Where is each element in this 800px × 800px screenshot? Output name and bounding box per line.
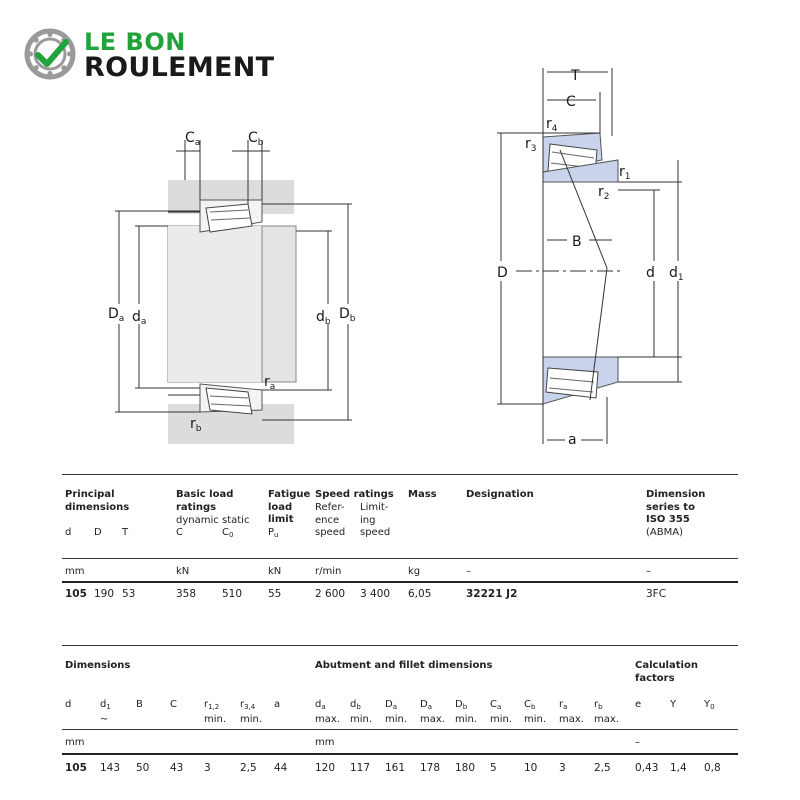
dim-Cb: $C_b$	[248, 130, 264, 148]
dim-ra: $r_a$	[264, 374, 276, 392]
dim-B: B	[572, 234, 582, 250]
r2-e: 0,43	[635, 762, 659, 774]
dim-a: a	[568, 432, 577, 448]
row-designation: 32221 J2	[466, 588, 518, 600]
dim-d1: $d_1$	[669, 265, 684, 283]
c2-Da: $D_a$ min.	[385, 699, 408, 725]
r2-d1: 143	[100, 762, 121, 774]
r2-Y0: 0,8	[704, 762, 721, 774]
unit-kg: kg	[408, 566, 421, 577]
c2-Ca: $C_a$ min.	[490, 699, 513, 725]
row-Pu: 55	[268, 588, 282, 600]
h-C0: $C_0$	[222, 527, 234, 539]
unit2-dash: –	[635, 737, 640, 748]
r2-db: 117	[350, 762, 371, 774]
logo-line1: LE BON	[84, 28, 186, 56]
c2-db: $d_b$ min.	[350, 699, 373, 725]
table1-data-rule	[62, 581, 738, 583]
h-dynamic: dynamic	[176, 515, 219, 526]
c2-r12: $r_{1,2}$ min.	[204, 699, 227, 725]
dim-r3: $r_3$	[525, 136, 537, 154]
h-dimensions: Dimensions	[65, 660, 131, 671]
c2-rb: $r_b$ max.	[594, 699, 619, 725]
c2-Y0: $Y_0$	[704, 699, 715, 711]
h-abma: (ABMA)	[646, 527, 683, 538]
r2-Da2: 178	[420, 762, 441, 774]
h-T: T	[122, 527, 129, 538]
h-basic: Basic load ratings	[176, 489, 234, 513]
r2-Y: 1,4	[670, 762, 687, 774]
h-calc: Calculation factors	[635, 660, 698, 684]
table2-top-rule	[62, 645, 738, 646]
c2-C: C	[170, 699, 177, 710]
dim-da: $d_a$	[132, 309, 147, 327]
c2-B: B	[136, 699, 143, 710]
dim-T: T	[571, 68, 580, 84]
r2-rb: 2,5	[594, 762, 611, 774]
r2-Db: 180	[455, 762, 476, 774]
row-C: 358	[176, 588, 197, 600]
table2-unit-rule	[62, 729, 738, 730]
row-series: 3FC	[646, 588, 667, 600]
r2-ra: 3	[559, 762, 566, 774]
unit2-mm2: mm	[315, 737, 335, 748]
r2-r34: 2,5	[240, 762, 257, 774]
logo-line2: ROULEMENT	[84, 52, 275, 83]
r2-Da: 161	[385, 762, 406, 774]
unit-rmin: r/min	[315, 566, 342, 577]
h-designation: Designation	[466, 489, 534, 500]
h-ref: Refer- ence speed	[315, 502, 346, 538]
dim-D: D	[497, 265, 508, 281]
row-C0: 510	[222, 588, 243, 600]
dim-r2: $r_2$	[598, 184, 610, 202]
dim-Da: $D_a$	[108, 306, 125, 324]
c2-e: e	[635, 699, 642, 710]
c2-Da2: $D_a$ max.	[420, 699, 445, 725]
unit-mm: mm	[65, 566, 85, 577]
h-fatigue: Fatigue load limit	[268, 489, 311, 525]
table1-unit-rule	[62, 558, 738, 559]
dim-Ca: $C_a$	[185, 130, 201, 148]
unit-kn2: kN	[268, 566, 282, 577]
c2-d: d	[65, 699, 72, 710]
c2-ra: $r_a$ max.	[559, 699, 584, 725]
dim-db: $d_b$	[316, 309, 331, 327]
unit-dash1: –	[466, 566, 471, 577]
r2-r12: 3	[204, 762, 211, 774]
unit2-mm1: mm	[65, 737, 85, 748]
r2-a: 44	[274, 762, 288, 774]
row-lim: 3 400	[360, 588, 391, 600]
r2-da: 120	[315, 762, 336, 774]
dim-r4: $r_4$	[546, 116, 558, 134]
unit-kn: kN	[176, 566, 190, 577]
row-mass: 6,05	[408, 588, 432, 600]
h-lim: Limit- ing speed	[360, 502, 391, 538]
row-D: 190	[94, 588, 115, 600]
unit-dash2: –	[646, 566, 651, 577]
row-d: 105	[65, 588, 87, 600]
dim-d: d	[646, 265, 655, 281]
h-d: d	[65, 527, 72, 538]
h-principal: Principal dimensions	[65, 489, 130, 513]
c2-r34: $r_{3,4}$ min.	[240, 699, 263, 725]
h-speed: Speed ratings	[315, 489, 394, 500]
dim-rb: $r_b$	[190, 416, 202, 434]
c2-Db: $D_b$ min.	[455, 699, 478, 725]
h-abutment: Abutment and fillet dimensions	[315, 660, 493, 671]
table2-data-rule	[62, 753, 738, 755]
r2-B: 50	[136, 762, 150, 774]
r2-C: 43	[170, 762, 184, 774]
c2-Y: Y	[670, 699, 677, 710]
h-C: C	[176, 527, 183, 538]
c2-Cb: $C_b$ min.	[524, 699, 547, 725]
c2-a: a	[274, 699, 281, 710]
h-mass: Mass	[408, 489, 437, 500]
r2-Cb: 10	[524, 762, 538, 774]
r2-d: 105	[65, 762, 87, 774]
h-static: static	[222, 515, 250, 526]
c2-d1: $d_1$ ~	[100, 699, 111, 725]
dim-C: C	[566, 94, 576, 110]
h-Pu: $P_u$	[268, 527, 279, 539]
dim-Db: $D_b$	[339, 306, 356, 324]
c2-da: $d_a$ max.	[315, 699, 340, 725]
r2-Ca: 5	[490, 762, 497, 774]
dim-r1: $r_1$	[619, 164, 631, 182]
row-ref: 2 600	[315, 588, 346, 600]
h-D: D	[94, 527, 102, 538]
row-T: 53	[122, 588, 136, 600]
h-dimseries: Dimension series to ISO 355	[646, 489, 706, 525]
